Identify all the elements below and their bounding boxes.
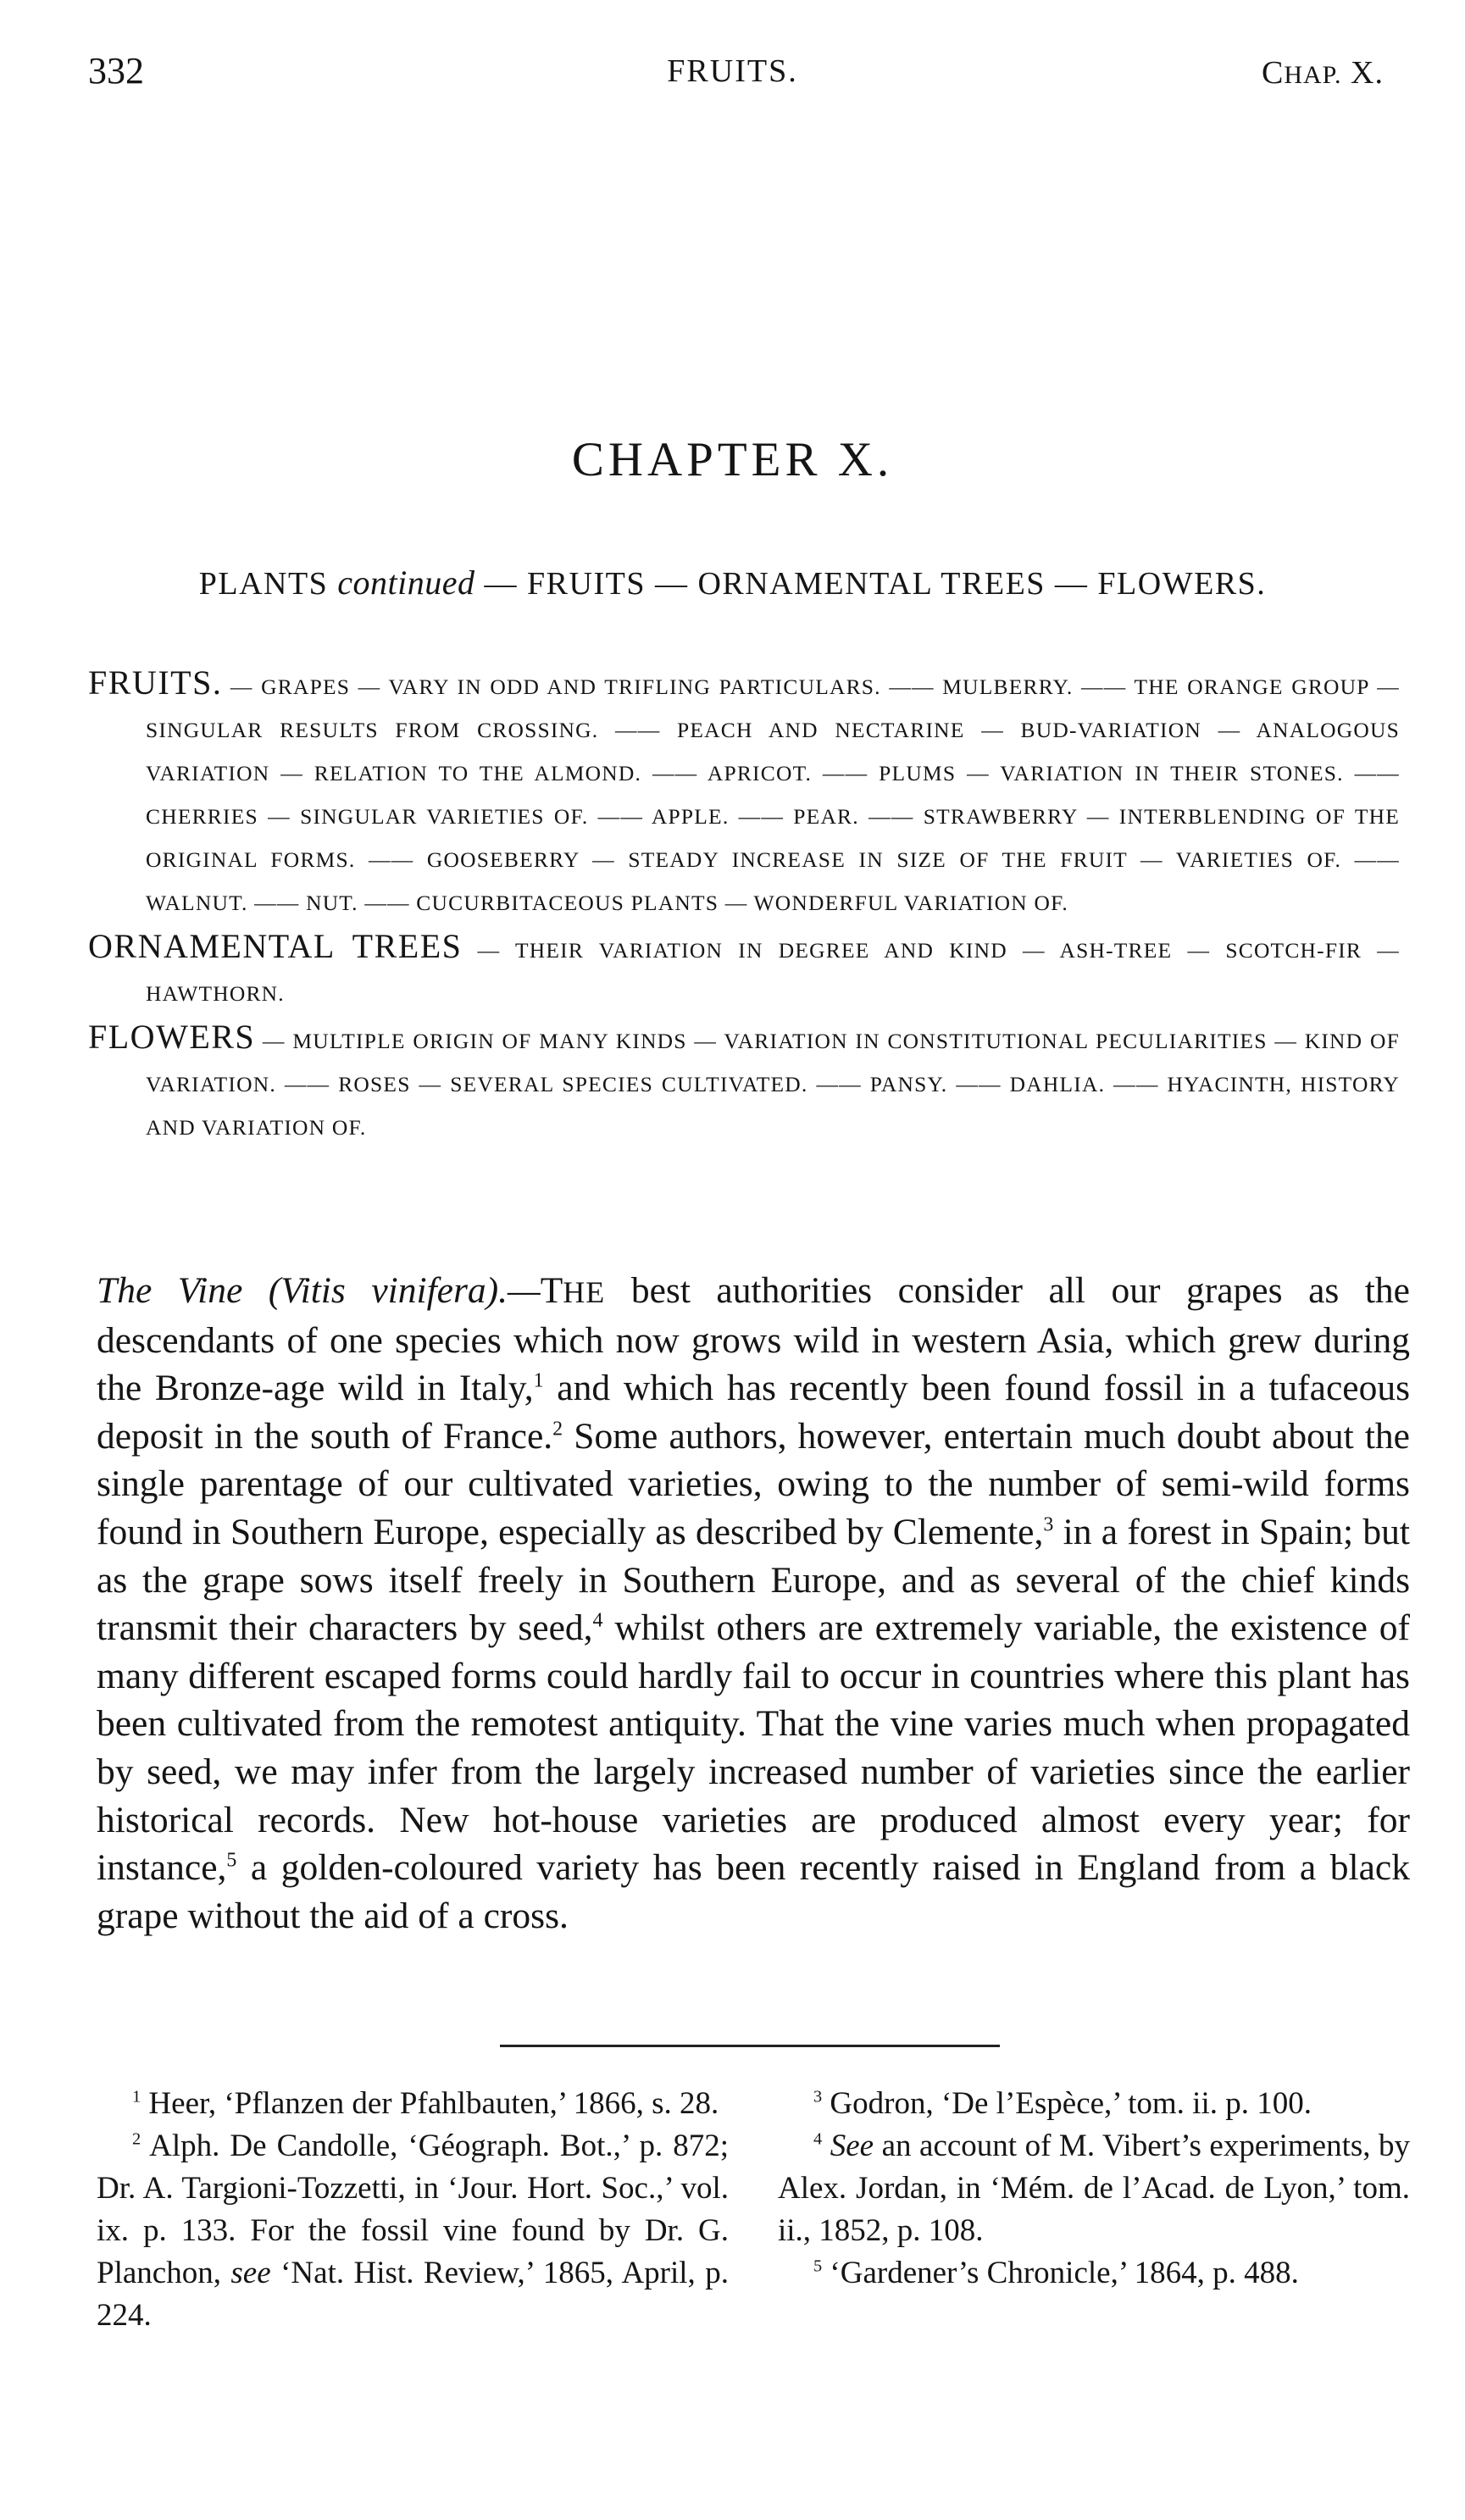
footnote-separator-rule xyxy=(500,2045,1000,2047)
footnote-text: Godron, ‘De l’Espèce,’ tom. ii. p. 100. xyxy=(822,2086,1312,2121)
footnote-number: 5 xyxy=(813,2256,823,2276)
chapter-subtitle-part-a: PLANTS xyxy=(198,566,338,602)
section-heading-prefix: The Vine ( xyxy=(97,1270,281,1311)
first-word-small-caps: HE xyxy=(563,1275,606,1309)
footnote-text-cont: ‘Nat. Hist. Review,’ 1865, April, p. 224. xyxy=(97,2256,729,2333)
chapter-subtitle-italic: continued xyxy=(337,563,475,602)
footnote-column-left xyxy=(97,2083,729,2337)
chapter-subtitle-part-b: — FRUITS — ORNAMENTAL TREES — FLOWERS. xyxy=(474,566,1267,602)
footnote-column-right xyxy=(778,2083,1410,2337)
footnote-text: Heer, ‘Pflanzen der Pfahlbauten,’ 1866, s. 28. xyxy=(141,2086,719,2121)
body-segment-2: and which has recently been found fossil in a tufaceous deposit in the south of France. xyxy=(97,1368,1410,1457)
footnote-text: ‘Gardener’s Chronicle,’ 1864, p. 488. xyxy=(822,2256,1299,2290)
summary-entry-ornamental-trees xyxy=(88,924,1400,1015)
footnote-2 xyxy=(97,2125,729,2337)
body-segment-6: a golden-coloured variety has been recently raised in England from a black grape without the aid of a cross. xyxy=(97,1847,1410,1936)
summary-text: — THEIR VARIATION IN DEGREE AND KIND — ASH-TREE — SCOTCH-FIR — HAWTHORN. xyxy=(146,938,1401,1006)
footnote-number: 4 xyxy=(813,2129,823,2149)
summary-text: — GRAPES — VARY IN ODD AND TRIFLING PARTICULARS. —— MULBERRY. —— THE ORANGE GROUP — SINGULAR RESULTS FROM CROSSING. —— PEACH AND NECTARINE — BUD-VARIATION — ANALOGOUS VARIATION — RELATION TO THE ALMOND. —— APRICOT. —— PLUMS — VARIATION IN THEIR STONES. —— CHERRIES — SINGULAR VARIETIES OF. —— APPLE. —— PEAR. —— STRAWBERRY — INTERBLENDING OF THE ORIGINAL FORMS. —— GOOSEBERRY — STEADY INCREASE IN SIZE OF THE FRUIT — VARIETIES OF. —— WALNUT. —— NUT. —— CUCURBITACEOUS PLANTS — WONDERFUL VARIATION OF. xyxy=(146,674,1400,915)
chapter-title: CHAPTER X. xyxy=(571,433,894,486)
footnote-1 xyxy=(97,2083,729,2125)
first-word-initial: T xyxy=(540,1270,563,1311)
footnote-number: 3 xyxy=(813,2087,823,2106)
footnote-ref-3[interactable]: 3 xyxy=(1043,1513,1054,1536)
body-segment-5: whilst others are extremely variable, the existence of many different escaped forms could hardly fail to occur in countries where this plant has been cultivated from the remotest antiquity. That the vine varies much when propagated by seed, we may infer from the largely increased number of varieties since the earlier historical records. New hot-house varieties are produced almost every year; for instance, xyxy=(97,1607,1410,1889)
footnote-ref-2[interactable]: 2 xyxy=(552,1418,563,1440)
summary-text: — MULTIPLE ORIGIN OF MANY KINDS — VARIATION IN CONSTITUTIONAL PECULIARITIES — KIND OF VARIATION. —— ROSES — SEVERAL SPECIES CULTIVATED. —— PANSY. —— DAHLIA. —— HYACINTH, HISTORY AND VARIATION OF. xyxy=(146,1029,1400,1140)
summary-heading: ORNAMENTAL TREES xyxy=(88,927,463,965)
body-paragraph xyxy=(97,1267,1410,1940)
chapter-subtitle xyxy=(0,563,1465,602)
footnote-text: Alph. De Candolle, ‘Géograph. Bot.,’ p. 872; Dr. A. Targioni-Tozzetti, in ‘Jour. Hort. Soc.,’ vol. ix. p. 133. For the fossil vine found by Dr. G. Planchon, xyxy=(97,2129,729,2290)
section-heading-suffix: ).— xyxy=(486,1270,541,1311)
footnote-see: See xyxy=(830,2129,874,2163)
footnote-3 xyxy=(778,2083,1410,2125)
chapter-reference xyxy=(1262,54,1384,92)
page-number: 332 xyxy=(88,50,144,92)
summary-heading: FLOWERS xyxy=(88,1018,256,1056)
section-heading-latin: Vitis vinifera xyxy=(280,1270,486,1311)
chapter-summary xyxy=(88,661,1400,1149)
chapter-reference-number: X. xyxy=(1341,55,1384,91)
footnote-number: 1 xyxy=(132,2087,142,2106)
summary-heading: FRUITS. xyxy=(88,663,223,702)
chapter-reference-initial: C xyxy=(1261,55,1285,91)
footnote-5 xyxy=(778,2252,1410,2295)
body-segment-1: best authorities consider all our grapes as the descendants of one species which now grows wild in western Asia, which grew during the Bronze-age wild in Italy, xyxy=(97,1270,1410,1409)
footnote-ref-4[interactable]: 4 xyxy=(592,1609,603,1632)
body-segment-3: Some authors, however, entertain much doubt about the single parentage of our cultivated varieties, owing to the number of semi-wild forms found in Southern Europe, especially as described by Clemente, xyxy=(97,1415,1410,1552)
footnote-text: an account of M. Vibert’s experiments, by Alex. Jordan, in ‘Mém. de l’Acad. de Lyon,’ tom. ii., 1852, p. 108. xyxy=(778,2129,1411,2248)
footnote-ref-1[interactable]: 1 xyxy=(533,1369,544,1392)
summary-entry-flowers xyxy=(88,1015,1400,1149)
summary-entry-fruits xyxy=(88,661,1400,924)
chapter-reference-small-caps: HAP. xyxy=(1284,61,1342,89)
footnote-see: see xyxy=(230,2256,271,2290)
body-segment-4: in a forest in Spain; but as the grape sows itself freely in Southern Europe, and as several of the chief kinds transmit their characters by seed, xyxy=(97,1511,1410,1649)
footnote-ref-5[interactable]: 5 xyxy=(226,1849,237,1872)
footnote-number: 2 xyxy=(132,2129,142,2149)
footnote-4 xyxy=(778,2125,1410,2252)
footnotes xyxy=(97,2083,1410,2337)
running-title: FRUITS. xyxy=(667,53,798,89)
running-head xyxy=(0,49,1465,100)
